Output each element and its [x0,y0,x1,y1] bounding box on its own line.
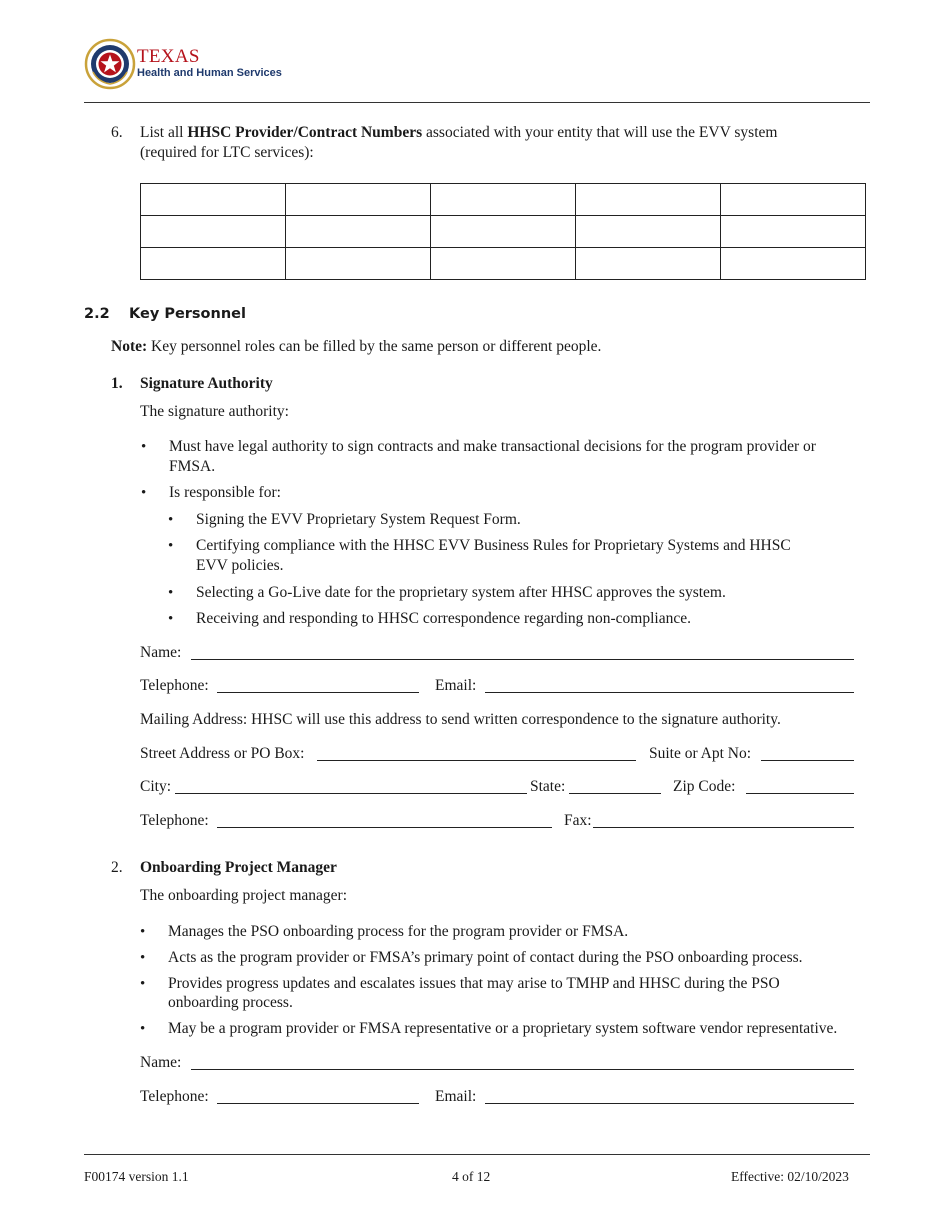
sig-name-row [140,643,854,665]
table-cell[interactable] [721,216,866,248]
city-field[interactable] [175,793,527,794]
table-row [141,216,866,248]
bullet-icon: • [140,950,146,966]
street-field[interactable] [317,760,636,761]
provider-number-table [140,183,866,280]
section-heading [84,306,246,322]
bullet-icon: • [141,439,147,455]
list-item-cont: FMSA. [169,458,216,475]
telephone-field[interactable] [217,692,419,693]
pm-name-row [140,1053,854,1075]
bullet-icon: • [140,976,146,992]
sig-telephone-fax-row [140,811,854,833]
note-text: Key personnel roles can be filled by the same person or different people. [147,338,602,355]
table-cell[interactable] [141,216,286,248]
email-label: Email: [435,1088,477,1105]
item6-number: 6. [111,124,123,141]
table-cell[interactable] [141,184,286,216]
effective-date: Effective: 02/10/2023 [731,1169,849,1184]
signature-title: Signature Authority [140,375,273,392]
table-cell[interactable] [721,184,866,216]
table-cell[interactable] [286,216,431,248]
onboarding-intro: The onboarding project manager: [140,887,348,904]
brand-title: TEXAS [137,46,200,67]
zip-label: Zip Code: [673,778,736,795]
sig-street-row [140,744,854,766]
table-cell[interactable] [431,216,576,248]
section-number: 2.2 [84,306,110,322]
sig-contact-row [140,676,854,698]
table-cell[interactable] [576,248,721,280]
telephone-label: Telephone: [140,1088,209,1105]
zip-field[interactable] [746,793,854,794]
page-number: 4 of 12 [452,1169,491,1184]
table-row [141,248,866,280]
item6-text-line2: (required for LTC services): [140,144,314,161]
telephone2-field[interactable] [217,827,552,828]
mailing-address-note: Mailing Address: HHSC will use this address to send written correspondence to the signature authority. [140,711,781,728]
form-version: F00174 version 1.1 [84,1169,189,1184]
email-label: Email: [435,677,477,694]
table-cell[interactable] [576,184,721,216]
state-label: State: [530,778,566,795]
table-cell[interactable] [431,184,576,216]
name-label: Name: [140,644,182,661]
telephone-label: Telephone: [140,677,209,694]
texas-seal-icon [84,38,136,90]
table-cell[interactable] [141,248,286,280]
header-divider [84,102,870,103]
bullet-icon: • [168,611,174,627]
item6-text: List all HHSC Provider/Contract Numbers associated with your entity that will use the EVV system [140,124,778,141]
bullet-icon: • [140,924,146,940]
name-label: Name: [140,1054,182,1071]
email-field[interactable] [485,1103,854,1104]
table-cell[interactable] [576,216,721,248]
bullet-icon: • [168,585,174,601]
bullet-icon: • [168,512,174,528]
sig-city-row [140,777,854,799]
email-field[interactable] [485,692,854,693]
pm-contact-row [140,1087,854,1109]
street-label: Street Address or PO Box: [140,745,305,762]
telephone2-label: Telephone: [140,812,209,829]
state-field[interactable] [569,793,661,794]
bullet-icon: • [140,1021,146,1037]
note [111,337,601,357]
brand-subtitle: Health and Human Services [137,67,282,79]
note-label: Note: [111,338,148,355]
list-item-cont: onboarding process. [168,994,293,1011]
onboarding-title: Onboarding Project Manager [140,859,337,876]
table-cell[interactable] [431,248,576,280]
section-title: Key Personnel [129,306,246,322]
signature-intro: The signature authority: [140,403,289,420]
table-row [141,184,866,216]
name-field[interactable] [191,1069,854,1070]
item6-bold: HHSC Provider/Contract Numbers [187,124,423,141]
signature-number: 1. [111,375,123,392]
footer-divider [84,1154,870,1155]
table-cell[interactable] [721,248,866,280]
onboarding-number: 2. [111,859,123,876]
bullet-icon: • [141,485,147,501]
telephone-field[interactable] [217,1103,419,1104]
suite-field[interactable] [761,760,854,761]
city-label: City: [140,778,172,795]
bullet-icon: • [168,538,174,554]
name-field[interactable] [191,659,854,660]
table-cell[interactable] [286,184,431,216]
suite-label: Suite or Apt No: [649,745,752,762]
table-cell[interactable] [286,248,431,280]
fax-label: Fax: [564,812,592,829]
sub-list-item-cont: EVV policies. [196,557,284,574]
fax-field[interactable] [593,827,854,828]
